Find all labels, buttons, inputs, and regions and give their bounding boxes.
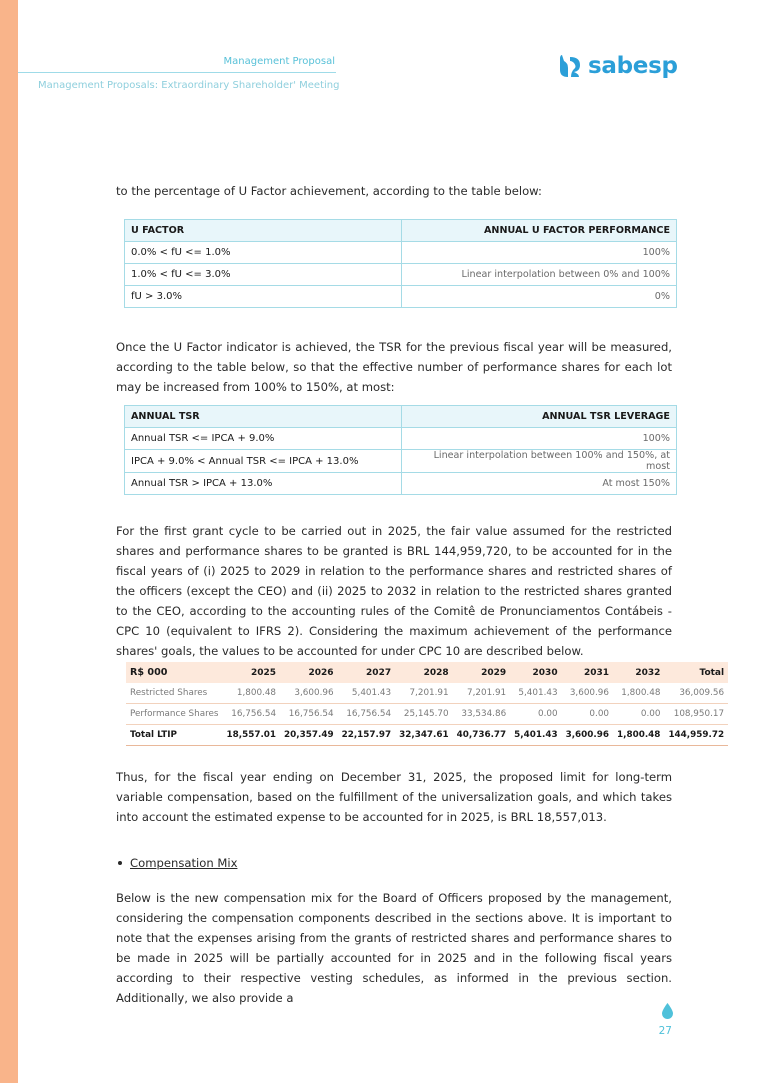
table-header-cell: R$ 000 <box>126 662 223 683</box>
table-cell: 36,009.56 <box>664 683 728 704</box>
table-header-cell: 2031 <box>562 662 613 683</box>
logo-text: sabesp <box>588 53 678 79</box>
table-cell: IPCA + 9.0% < Annual TSR <= IPCA + 13.0% <box>125 450 402 473</box>
sabesp-logo <box>558 52 678 80</box>
ltip-table <box>126 662 728 746</box>
table-cell: 32,347.61 <box>395 725 453 746</box>
table-cell: 5,401.43 <box>338 683 396 704</box>
table-header-cell: 2032 <box>613 662 664 683</box>
header-divider <box>18 72 336 73</box>
table-cell: 7,201.91 <box>395 683 453 704</box>
table-row <box>125 264 677 286</box>
compensation-mix-paragraph: Below is the new compensation mix for the Board of Officers proposed by the management, considering the compensation components described in the sections above. It is important to note that the expenses arising from the grants of restricted shares and performance shares to be made in 2025 will be partially accounted for in 2025 and in the following fiscal years according to their respective vesting schedules, as informed in the previous section. Additionally, we also provide a <box>116 891 672 1005</box>
table-cell: fU > 3.0% <box>125 286 402 308</box>
table-row <box>125 428 677 450</box>
table-row <box>126 683 728 704</box>
table-cell: 5,401.43 <box>510 725 561 746</box>
fair-value-paragraph: For the first grant cycle to be carried out in 2025, the fair value assumed for the restricted shares and performance shares to be granted is BRL 144,959,720, to be accounted for in the fiscal years of (i) 2025 to 2029 in relation to the performance shares and restricted shares of the officers (except the CEO) and (ii) 2025 to 2032 in relation to the restricted shares granted to the CEO, according to the accounting rules of the Comitê de Pronunciamentos Contábeis - CPC 10 (equivalent to IFRS 2). Considering the maximum achievement of the performance shares' goals, the values to be accounted for under CPC 10 are described below. <box>116 524 672 658</box>
table-cell: 0.0% < fU <= 1.0% <box>125 242 402 264</box>
table-cell: 22,157.97 <box>338 725 396 746</box>
table-header-cell: 2030 <box>510 662 561 683</box>
table-header-cell: 2028 <box>395 662 453 683</box>
table-header-row <box>125 220 677 242</box>
table-row <box>125 242 677 264</box>
table-total-row <box>126 725 728 746</box>
sabesp-logo-icon <box>558 53 584 79</box>
table-row <box>125 286 677 308</box>
bullet-dot-icon <box>118 861 122 865</box>
table-cell: 1,800.48 <box>223 683 281 704</box>
table-cell: 0% <box>402 286 677 308</box>
table-header-cell: Total <box>664 662 728 683</box>
table-header-cell: ANNUAL U FACTOR PERFORMANCE <box>402 220 677 242</box>
table-cell: 0.00 <box>613 704 664 725</box>
table-cell: 1.0% < fU <= 3.0% <box>125 264 402 286</box>
table-cell: 5,401.43 <box>510 683 561 704</box>
table-cell: 100% <box>402 428 677 450</box>
page-number: 27 <box>658 1025 672 1037</box>
header-title: Management Proposal <box>223 56 335 67</box>
table-cell: 0.00 <box>562 704 613 725</box>
table-header-cell: U FACTOR <box>125 220 402 242</box>
header-subtitle: Management Proposals: Extraordinary Shareholder' Meeting <box>38 80 340 91</box>
table-header-row <box>125 406 677 428</box>
table-cell: 25,145.70 <box>395 704 453 725</box>
table-cell: 108,950.17 <box>664 704 728 725</box>
table-header-cell: ANNUAL TSR <box>125 406 402 428</box>
intro-paragraph: to the percentage of U Factor achievement, according to the table below: <box>116 184 542 198</box>
tsr-table <box>124 405 677 495</box>
table-row <box>125 473 677 495</box>
table-cell: 0.00 <box>510 704 561 725</box>
table-cell: 1,800.48 <box>613 725 664 746</box>
compensation-mix-bullet <box>118 853 237 873</box>
table-cell: Linear interpolation between 0% and 100% <box>402 264 677 286</box>
water-drop-icon <box>662 1003 673 1019</box>
table-cell: 7,201.91 <box>453 683 511 704</box>
table-row <box>126 704 728 725</box>
table-header-cell: 2025 <box>223 662 281 683</box>
table-cell: 100% <box>402 242 677 264</box>
table-cell: Annual TSR > IPCA + 13.0% <box>125 473 402 495</box>
table-cell: 16,756.54 <box>280 704 338 725</box>
u-factor-table <box>124 219 677 308</box>
table-cell: 1,800.48 <box>613 683 664 704</box>
table-cell: Linear interpolation between 100% and 150%, at most <box>402 450 677 473</box>
table-cell: 144,959.72 <box>664 725 728 746</box>
table-header-cell: 2029 <box>453 662 511 683</box>
table-cell: 40,736.77 <box>453 725 511 746</box>
table-header-cell: 2026 <box>280 662 338 683</box>
table-header-cell: ANNUAL TSR LEVERAGE <box>402 406 677 428</box>
table-cell: 3,600.96 <box>562 683 613 704</box>
table-cell: 33,534.86 <box>453 704 511 725</box>
table-cell: At most 150% <box>402 473 677 495</box>
table-cell: 16,756.54 <box>223 704 281 725</box>
section-heading: Compensation Mix <box>130 856 238 870</box>
table-cell: Total LTIP <box>126 725 223 746</box>
table-cell: 18,557.01 <box>223 725 281 746</box>
table-cell: Annual TSR <= IPCA + 9.0% <box>125 428 402 450</box>
left-accent-band <box>0 0 18 1083</box>
table-header-row <box>126 662 728 683</box>
table-header-cell: 2027 <box>338 662 396 683</box>
table-cell: 3,600.96 <box>280 683 338 704</box>
ltip-limit-paragraph: Thus, for the fiscal year ending on December 31, 2025, the proposed limit for long-term variable compensation, based on the fulfillment of the universalization goals, and which takes into account the estimated expense to be accounted for in 2025, is BRL 18,557,013. <box>116 770 672 824</box>
table-row <box>125 450 677 473</box>
tsr-paragraph: Once the U Factor indicator is achieved, the TSR for the previous fiscal year will be measured, according to the table below, so that the effective number of performance shares for each lot may be increased from 100% to 150%, at most: <box>116 340 672 394</box>
table-cell: 16,756.54 <box>338 704 396 725</box>
table-cell: 3,600.96 <box>562 725 613 746</box>
table-cell: Performance Shares <box>126 704 223 725</box>
table-cell: Restricted Shares <box>126 683 223 704</box>
table-cell: 20,357.49 <box>280 725 338 746</box>
